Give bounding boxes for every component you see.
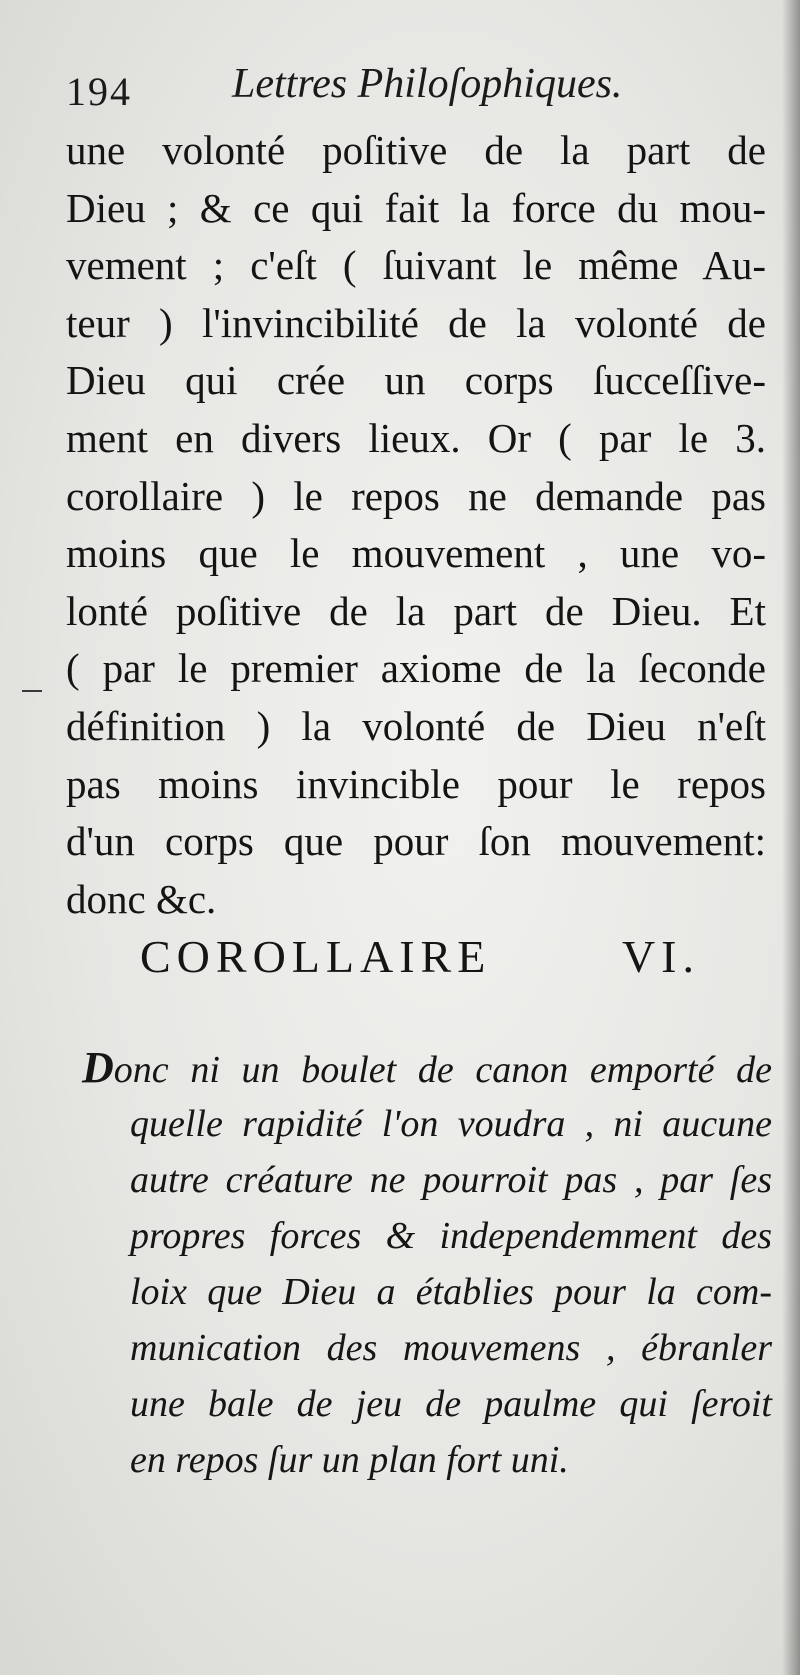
corollary-line (82, 1040, 772, 1096)
corollary-text (82, 1040, 772, 1488)
body-line: d'un corps que pour ſon mouvement: (66, 818, 766, 865)
corollary-line: quelle rapidité l'on voudra , ni aucune (130, 1103, 772, 1145)
body-line: définition ) la volonté de Dieu n'eſt (66, 702, 766, 749)
body-line: Dieu ; & ce qui fait la force du mou- (66, 184, 766, 231)
corollary-line: en repos ſur un plan fort uni. (130, 1439, 569, 1481)
corollary-line: munication des mouvemens , ébranler (130, 1327, 772, 1369)
page-edge-shadow (782, 0, 800, 1675)
body-line: une volonté poſitive de la part de (66, 127, 766, 173)
corollary-line: autre créature ne pourroit pas , par ſes (130, 1159, 772, 1201)
corollary-line: propres forces & independemment des (130, 1215, 772, 1257)
body-line: ment en divers lieux. Or ( par le 3. (66, 414, 766, 461)
body-line: Dieu qui crée un corps ſucceſſive- (66, 357, 766, 404)
body-line: corollaire ) le repos ne demande pas (66, 472, 766, 519)
body-line: teur ) l'invincibilité de la volonté de (66, 299, 766, 346)
corollary-line: une bale de jeu de paulme qui ſeroit (130, 1383, 772, 1425)
dropcap: D (82, 1043, 114, 1092)
body-line: pas moins invincible pour le repos (66, 760, 766, 807)
page-number: 194 (66, 69, 132, 114)
body-line: moins que le mouvement , une vo- (66, 530, 766, 577)
body-line: vement ; c'eſt ( ſuivant le même Au- (66, 242, 766, 289)
section-heading (140, 930, 700, 983)
body-line: lonté poſitive de la part de Dieu. Et (66, 587, 766, 634)
body-line: ( par le premier axiome de la ſeconde (66, 645, 766, 692)
corollary-line: loix que Dieu a établies pour la com- (130, 1271, 772, 1313)
running-title: Lettres Philoſophiques. (232, 61, 623, 107)
margin-dash (22, 690, 42, 692)
heading-numeral: VI. (621, 931, 700, 982)
body-line: donc &c. (66, 875, 217, 922)
body-paragraph (66, 122, 766, 928)
corollary-first-line: onc ni un boulet de canon emporté de (113, 1049, 772, 1091)
running-header (66, 52, 706, 112)
heading-word: COROLLAIRE (140, 931, 492, 982)
